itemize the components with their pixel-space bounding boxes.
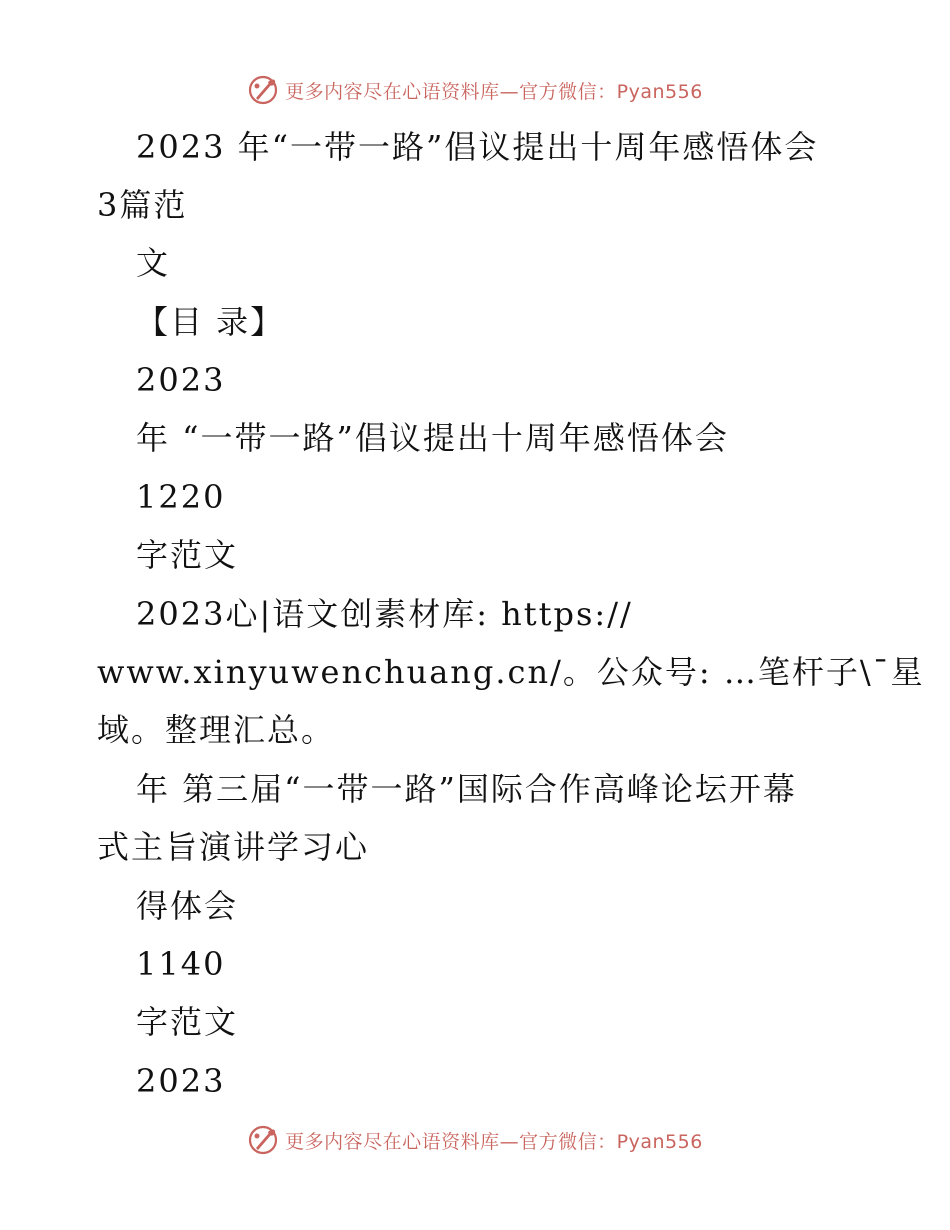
toc-entry-2-count: 1140 bbox=[136, 945, 226, 983]
toc-entry-2-title-line-1: 年 第三届“一带一路”国际合作高峰论坛开幕 bbox=[136, 770, 797, 808]
source-note-line-1: 2023心|语文创素材库: https:// bbox=[136, 595, 633, 633]
toc-entry-2-title-line-3: 得体会 bbox=[136, 887, 239, 925]
quill-logo-icon bbox=[247, 1124, 279, 1156]
toc-entry-2-title-line-2: 式主旨演讲学习心 bbox=[97, 828, 370, 866]
toc-entry-1-year: 2023 bbox=[136, 361, 226, 399]
document-title-line-2: 3篇范 bbox=[97, 186, 188, 224]
source-note-line-3: 域。整理汇总。 bbox=[97, 711, 336, 749]
toc-heading: 【目 录】 bbox=[136, 303, 285, 341]
toc-entry-1-count: 1220 bbox=[136, 478, 226, 516]
footer-watermark-text: 更多内容尽在心语资料库—官方微信：Pyan556 bbox=[285, 1130, 703, 1153]
footer-watermark-banner bbox=[0, 1120, 950, 1160]
toc-entry-1-suffix: 字范文 bbox=[136, 536, 239, 574]
toc-entry-3-year: 2023 bbox=[136, 1062, 226, 1100]
toc-entry-1-title: 年 “一带一路”倡议提出十周年感悟体会 bbox=[136, 419, 729, 457]
quill-logo-icon bbox=[247, 74, 279, 106]
document-title-line-3: 文 bbox=[136, 244, 171, 282]
header-watermark-text: 更多内容尽在心语资料库—官方微信：Pyan556 bbox=[285, 80, 703, 103]
document-title-line-1: 2023 年“一带一路”倡议提出十周年感悟体会 bbox=[136, 128, 819, 166]
header-watermark-banner bbox=[0, 70, 950, 110]
source-note-line-2: www.xinyuwenchuang.cn/。公众号: …笔杆子\¯星 bbox=[97, 653, 925, 691]
toc-entry-2-suffix: 字范文 bbox=[136, 1003, 239, 1041]
